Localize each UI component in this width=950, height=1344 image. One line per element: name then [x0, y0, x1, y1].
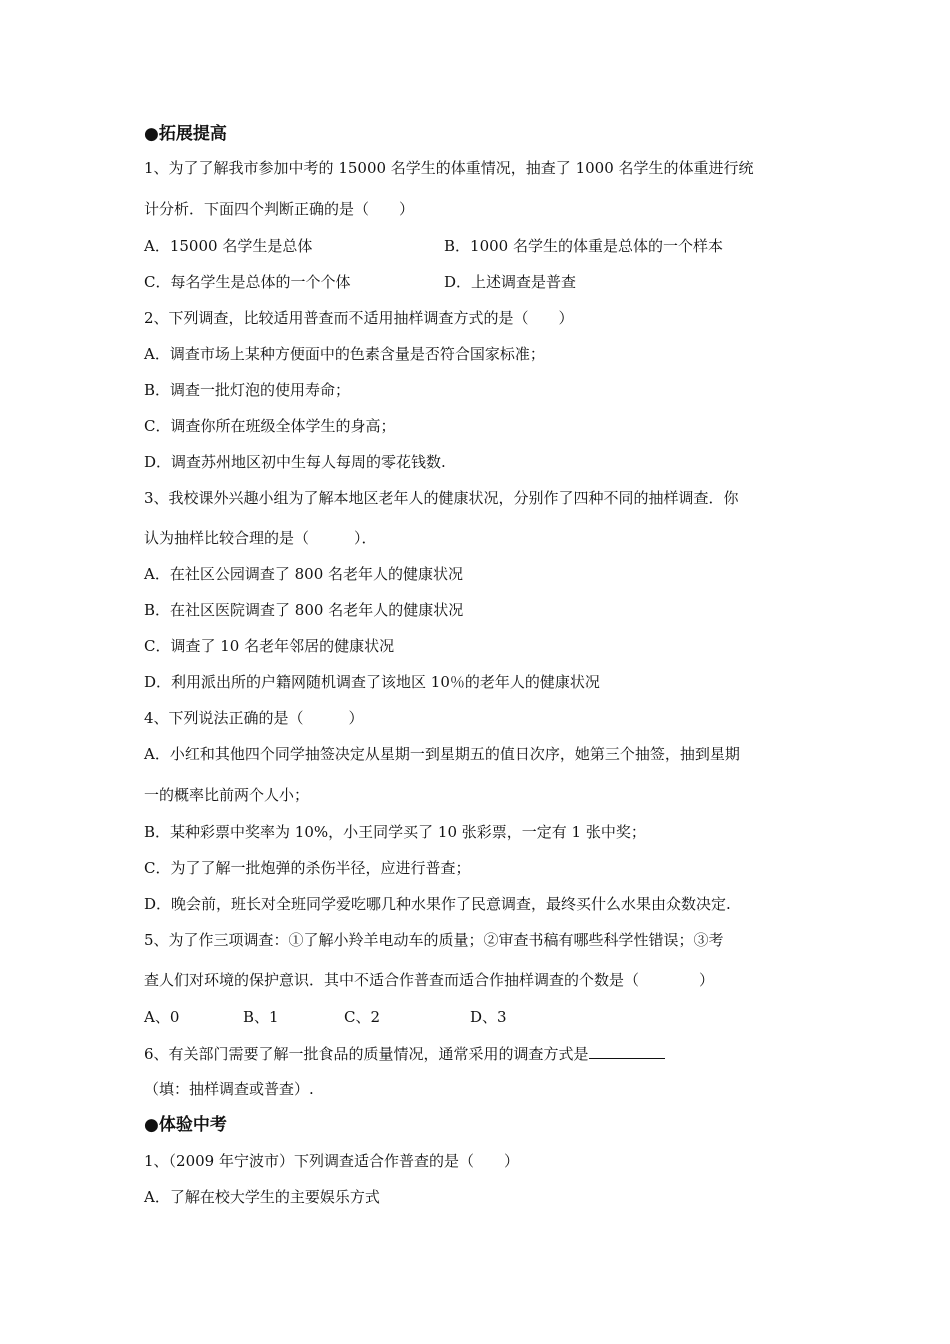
question-2-option-c: C．调查你所在班级全体学生的身高；: [144, 417, 396, 435]
question-3-line-2: 认为抽样比较合理的是（ ）．: [144, 529, 377, 547]
section-heading-exam: ●体验中考: [144, 1115, 227, 1135]
question-1-option-b: B．1000 名学生的体重是总体的一个样本: [444, 237, 723, 255]
question-3-option-b: B．在社区医院调查了 800 名老年人的健康状况: [144, 601, 464, 619]
question-6-line-1: [144, 1043, 665, 1064]
question-4-option-d: D．晚会前，班长对全班同学爱吃哪几种水果作了民意调查，最终买什么水果由众数决定.: [144, 895, 731, 913]
question-3-option-c: C．调查了 10 名老年邻居的健康状况: [144, 637, 395, 655]
question-2-stem: 2、下列调查，比较适用普查而不适用抽样调查方式的是（ ）: [144, 309, 574, 327]
question-5-option-a: A、0: [144, 1008, 180, 1026]
question-2-option-d: D．调查苏州地区初中生每人每周的零花钱数.: [144, 453, 446, 471]
question-6-line-2: （填：抽样调查或普查）.: [144, 1080, 314, 1098]
question-5-option-b: B、1: [243, 1008, 279, 1026]
question-4-option-a-line-1: A．小红和其他四个同学抽签决定从星期一到星期五的值日次序，她第三个抽签，抽到星期: [144, 745, 740, 763]
section-heading-extension: ●拓展提高: [144, 124, 227, 144]
question-4-option-b: B．某种彩票中奖率为 10%，小王同学买了 10 张彩票，一定有 1 张中奖；: [144, 823, 646, 841]
question-1-option-d: D．上述调查是普查: [444, 273, 577, 291]
question-3-line-1: 3、我校课外兴趣小组为了解本地区老年人的健康状况，分别作了四种不同的抽样调查．你: [144, 489, 739, 507]
question-1-option-a: A．15000 名学生是总体: [144, 237, 313, 255]
question-5-option-c: C、2: [344, 1008, 381, 1026]
question-1-line-1: 1、为了了解我市参加中考的 15000 名学生的体重情况，抽查了 1000 名学生的体重进行统: [144, 159, 754, 177]
question-4-option-a-line-2: 一的概率比前两个人小；: [144, 786, 310, 804]
question-5-line-1: 5、为了作三项调查：①了解小羚羊电动车的质量；②审查书稿有哪些科学性错误；③考: [144, 931, 724, 949]
question-2-option-a: A．调查市场上某种方便面中的色素含量是否符合国家标准；: [144, 345, 545, 363]
question-6-stem-text: 6、有关部门需要了解一批食品的质量情况，通常采用的调查方式是: [144, 1045, 589, 1063]
answer-blank[interactable]: [589, 1043, 665, 1059]
question-5-option-d: D、3: [470, 1008, 507, 1026]
question-5-line-2: 查人们对环境的保护意识．其中不适合作普查而适合作抽样调查的个数是（ ）: [144, 971, 715, 989]
question-3-option-a: A．在社区公园调查了 800 名老年人的健康状况: [144, 565, 464, 583]
question-2-option-b: B．调查一批灯泡的使用寿命；: [144, 381, 351, 399]
question-3-option-d: D．利用派出所的户籍网随机调查了该地区 10％的老年人的健康状况: [144, 673, 600, 691]
exam-question-1-option-a: A．了解在校大学生的主要娱乐方式: [144, 1188, 380, 1206]
question-1-line-2: 计分析．下面四个判断正确的是（ ）: [144, 200, 415, 218]
question-4-option-c: C．为了了解一批炮弹的杀伤半径，应进行普查；: [144, 859, 471, 877]
question-1-option-c: C．每名学生是总体的一个个体: [144, 273, 351, 291]
question-4-stem: 4、下列说法正确的是（ ）: [144, 709, 364, 727]
exam-question-1-stem: 1、（2009 年宁波市）下列调查适合作普查的是（ ）: [144, 1152, 519, 1170]
